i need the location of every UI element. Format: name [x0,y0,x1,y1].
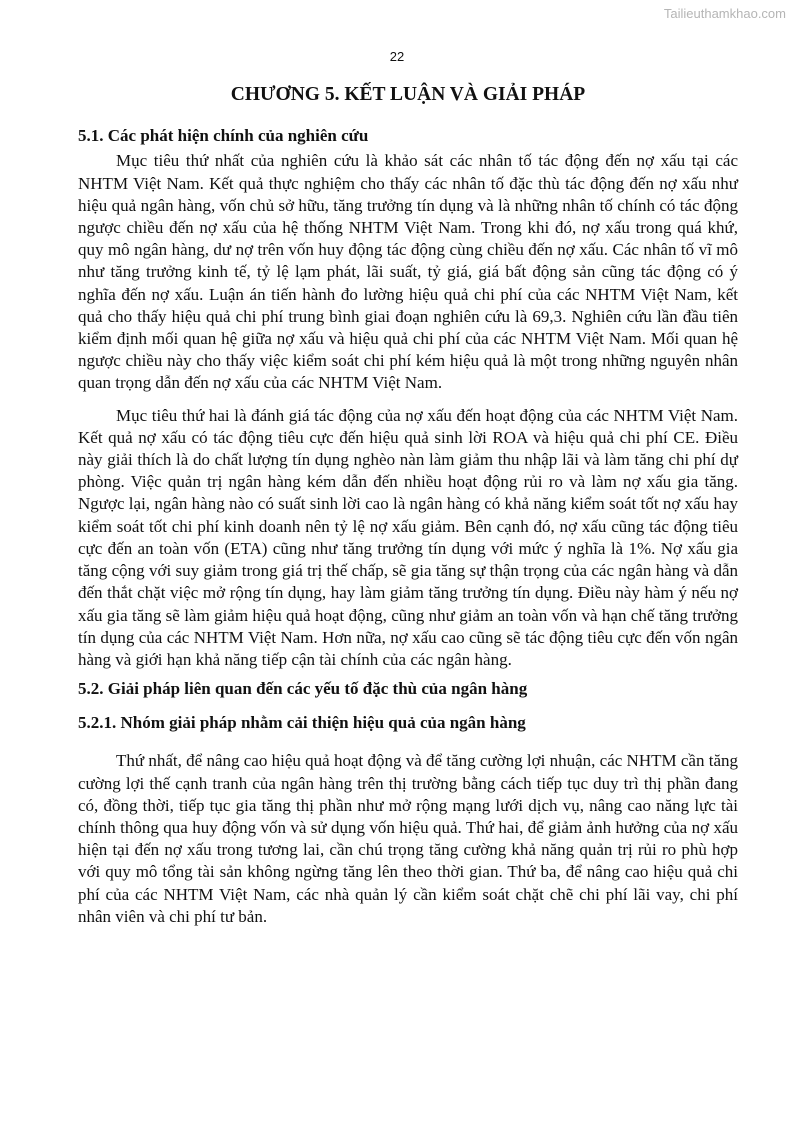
subsection-heading-5-2-1: 5.2.1. Nhóm giải pháp nhằm cải thiện hiệu quả của ngân hàng [78,713,526,733]
paragraph-objective-2: Mục tiêu thứ hai là đánh giá tác động của nợ xấu đến hoạt động của các NHTM Việt Nam. Kết quả nợ xấu có tác động tiêu cực đến hiệu quả sinh lời ROA và hiệu quả chi phí CE. Điều này giải thích là do chất lượng tín dụng nghèo nàn làm giảm thu nhập lãi và làm tăng chi phí dự phòng. Việc quản trị ngân hàng kém dẫn đến nhiều hoạt động rủi ro và làm nợ xấu gia tăng. Ngược lại, ngân hàng nào có suất sinh lời cao là ngân hàng có khả năng kiểm soát tốt nợ xấu hay kiểm soát tốt chi phí kinh doanh nên tỷ lệ nợ xấu giảm. Bên cạnh đó, nợ xấu cũng tác động tiêu cực đến an toàn vốn (ETA) cũng như tăng trưởng tín dụng với mức ý nghĩa là 1%. Nợ xấu gia tăng cộng với suy giảm trong giá trị thế chấp, sẽ gia tăng sự thận trọng của các ngân hàng và dẫn đến thắt chặt việc mở rộng tín dụng, hay làm giảm tăng trưởng tín dụng. Điều này hàm ý nếu nợ xấu gia tăng sẽ làm giảm hiệu quả hoạt động, cũng như giảm an toàn vốn và hạn chế tăng trưởng tín dụng của các NHTM Việt Nam. Hơn nữa, nợ xấu cao cũng sẽ tác động tiêu cực đến vốn ngân hàng và giới hạn khả năng tiếp cận tài chính của các ngân hàng. [78,405,738,669]
section-heading-5-1: 5.1. Các phát hiện chính của nghiên cứu [78,126,369,146]
chapter-title: CHƯƠNG 5. KẾT LUẬN VÀ GIẢI PHÁP [230,84,586,105]
page-number: 22 [389,49,405,64]
paragraph-objective-1: Mục tiêu thứ nhất của nghiên cứu là khảo sát các nhân tố tác động đến nợ xấu tại các NHTM Việt Nam. Kết quả thực nghiệm cho thấy các nhân tố đặc thù tác động đến nợ xấu như hiệu quả ngân hàng, vốn chủ sở hữu, tăng trưởng tín dụng và là những nhân tố chính có tác động ngược chiều đến nợ xấu của hệ thống NHTM Việt Nam. Trong khi đó, nợ xấu trong quá khứ, quy mô ngân hàng, dư nợ trên vốn huy động tác động cùng chiều đến nợ xấu. Các nhân tố vĩ mô như tăng trưởng kinh tế, tỷ lệ lạm phát, lãi suất, tỷ giá, giá bất động sản cũng tác động có ý nghĩa đến nợ xấu. Luận án tiến hành đo lường hiệu quả chi phí của các NHTM Việt Nam, kết quả cho thấy hiệu quả chi phí trung bình giai đoạn nghiên cứu là 69,3. Nghiên cứu lần đầu tiên kiểm định mối quan hệ giữa nợ xấu và hiệu quả chi phí của các NHTM Việt Nam. Mối quan hệ ngược chiều này cho thấy việc kiểm soát chi phí kém hiệu quả là một trong những nguyên nhân quan trọng dẫn đến nợ xấu của các NHTM Việt Nam. [78,151,738,393]
watermark-text: Tailieuthamkhao.com [663,6,786,21]
document-body [78,82,738,938]
section-heading-5-2: 5.2. Giải pháp liên quan đến các yếu tố đặc thù của ngân hàng [78,679,528,699]
paragraph-solutions: Thứ nhất, để nâng cao hiệu quả hoạt động và để tăng cường lợi nhuận, các NHTM cần tăng cường lợi thế cạnh tranh của ngân hàng trên thị trường bằng cách tiếp tục duy trì thị phần đang có, đồng thời, tiếp tục gia tăng thị phần như mở rộng mạng lưới dịch vụ, nâng cao năng lực tài chính thông qua huy động vốn và sử dụng vốn hiệu quả. Thứ hai, để giảm ảnh hưởng của nợ xấu hiện tại đến nợ xấu trong tương lai, cần chú trọng tăng cường khả năng quản trị rủi ro phù hợp với quy mô tổng tài sản không ngừng tăng lên theo thời gian. Thứ ba, để nâng cao hiệu quả chi phí của các NHTM Việt Nam, các nhà quản lý cần kiểm soát chặt chẽ chi phí lãi vay, chi phí nhân viên và chi phí tư bản. [78,751,738,926]
